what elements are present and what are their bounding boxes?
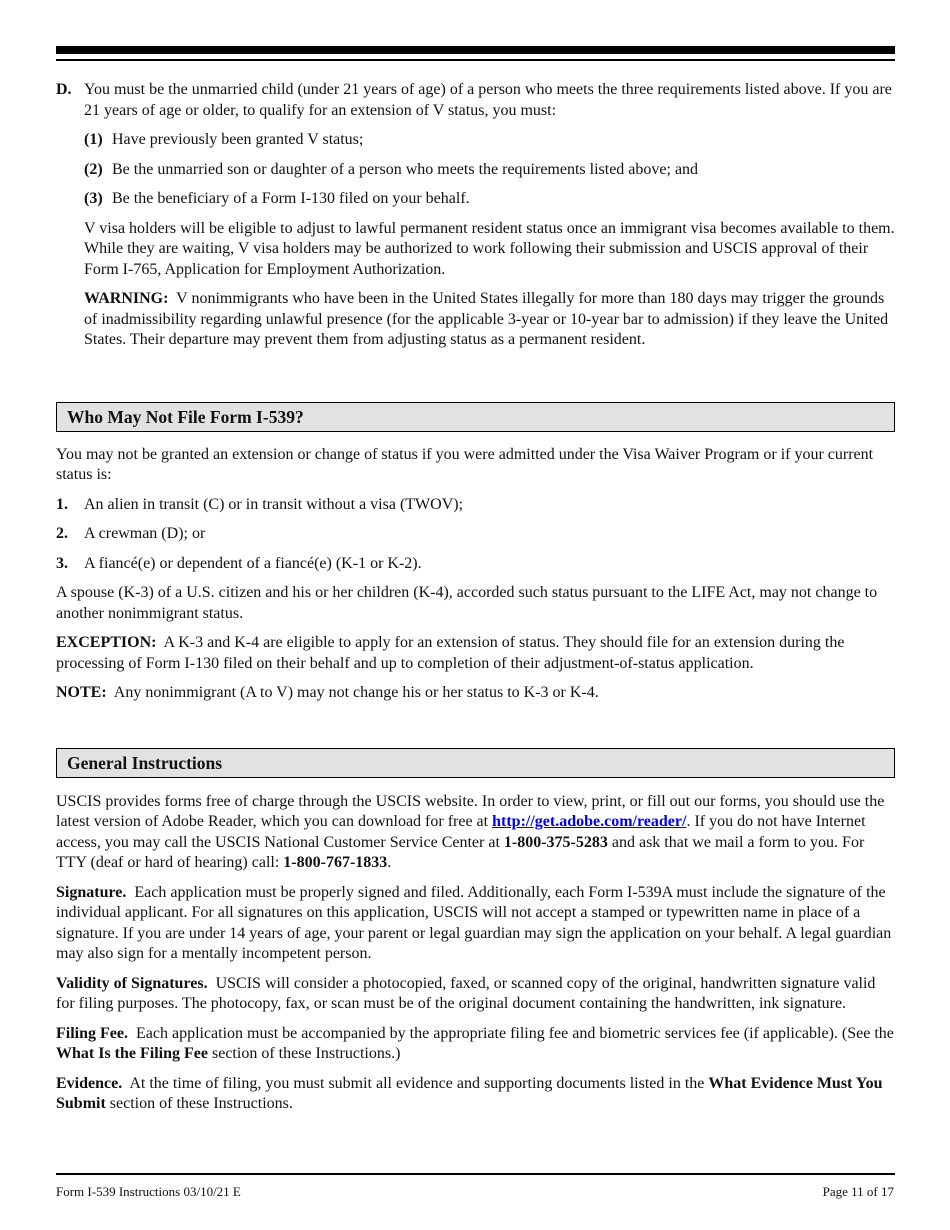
exception-paragraph (56, 633, 896, 674)
filing-fee-text: Each application must be accompanied by the appropriate filing fee and biometric services fee (if applicable). (See the (135, 1024, 894, 1042)
sub-list-text: Be the unmarried son or daughter of a person who meets the requirements listed above; and (112, 160, 699, 178)
spouse-paragraph: A spouse (K-3) of a U.S. citizen and his or her children (K-4), accorded such status pursuant to the LIFE Act, may not change to another nonimmigrant status. (56, 584, 878, 622)
list-marker: 1. (56, 495, 68, 513)
signature-text: Each application must be properly signed and filed. Additionally, each Form I-539A must include the signature of the individual applicant. For all signatures on this application, USCIS will not accept a stamped or typewritten name in place of a signature. If you are under 14 years of age, your parent or legal guardian may sign the application on your behalf. A legal guardian may also sign for a mentally incompetent person. (56, 883, 892, 962)
note-label: NOTE: (56, 684, 107, 701)
page-content (56, 80, 896, 1124)
note-paragraph (56, 683, 896, 704)
list-item-text: You must be the unmarried child (under 21 years of age) of a person who meets the three requirements listed above. If you are 21 years of age or older, to qualify for an extension of V status, you must: (84, 81, 892, 119)
general-intro-text: USCIS provides forms free of charge through the USCIS website. In order to view, print, or fill out our forms, you should use the latest version of Adobe Reader, which you can download for free at (56, 792, 885, 830)
footer-page-number: Page 11 of 17 (822, 1184, 894, 1199)
sub-list-text: Have previously been granted V status; (112, 131, 364, 148)
adobe-reader-link[interactable]: http://get.adobe.com/reader/ (492, 813, 687, 830)
warning-label: WARNING: (84, 290, 169, 307)
footer-form-id: Form I-539 Instructions 03/10/21 E (56, 1184, 241, 1199)
list-marker: 3. (56, 554, 68, 572)
list-item-text: A fiancé(e) or dependent of a fiancé(e) (K-1 or K-2). (84, 554, 422, 572)
who-may-not-intro: You may not be granted an extension or change of status if you were admitted under the Visa Waiver Program or if your current status is: (56, 445, 874, 483)
ncsc-phone: 1-800-375-5283 (503, 833, 608, 851)
general-intro-paragraph (56, 792, 896, 874)
list-marker: D. (56, 81, 72, 98)
evidence-bold: What Evidence Must You Submit (56, 1074, 883, 1112)
header-rule-thin (56, 59, 895, 61)
warning-text: V nonimmigrants who have been in the United States illegally for more than 180 days may trigger the grounds of inadmissibility regarding unlawful presence (for the applicable 3-year or 10-year bar to admission) if they leave the United States. Their departure may prevent them from adjusting status as a permanent resident. (84, 290, 889, 348)
general-intro-text: and ask that we mail a form to you. For TTY (deaf or hard of hearing) call: (56, 833, 865, 871)
exception-text: A K-3 and K-4 are eligible to apply for an extension of status. They should file for an extension during the processing of Form I-130 filed on their behalf and up to completion of their adjustment-of-status application. (56, 634, 845, 672)
header-rule-thick (56, 46, 895, 54)
filing-fee-paragraph (56, 1024, 896, 1065)
v-visa-paragraph: V visa holders will be eligible to adjust to lawful permanent resident status once an immigrant visa becomes available to them. While they are waiting, V visa holders may be authorized to work following their submission and USCIS approval of their Form I-765, Application for Employment Authorization. (84, 219, 895, 278)
tty-phone: 1-800-767-1833 (283, 854, 388, 871)
footer-rule (56, 1173, 895, 1175)
signature-label: Signature. (56, 883, 127, 901)
evidence-paragraph (56, 1074, 896, 1115)
validity-text: USCIS will consider a photocopied, faxed, or scanned copy of the original, handwritten signature valid for filing purposes. The photocopy, fax, or scan must be of the original document containing the handwritten, ink signature. (56, 974, 876, 1012)
list-item (56, 524, 896, 545)
list-item-d (56, 80, 896, 121)
list-item-text: A crewman (D); or (84, 525, 206, 542)
validity-label: Validity of Signatures. (56, 974, 208, 992)
filing-fee-bold: What Is the Filing Fee (56, 1045, 208, 1062)
exception-label: EXCEPTION: (56, 634, 157, 651)
general-intro-text: . (387, 854, 392, 871)
sub-list-text: Be the beneficiary of a Form I-130 filed on your behalf. (112, 190, 470, 207)
warning-paragraph (56, 289, 896, 351)
evidence-label: Evidence. (56, 1074, 123, 1092)
note-text: Any nonimmigrant (A to V) may not change his or her status to K-3 or K-4. (113, 684, 599, 701)
general-intro-text: . If you do not have Internet access, you may call the USCIS National Customer Service Center at (56, 813, 866, 851)
list-item (56, 495, 896, 516)
filing-fee-label: Filing Fee. (56, 1024, 128, 1042)
signature-paragraph (56, 883, 896, 965)
section-header-who-may-not-file: Who May Not File Form I-539? (56, 402, 895, 432)
sub-list-marker: (3) (84, 190, 103, 207)
section-header-general-instructions: General Instructions (56, 748, 895, 778)
filing-fee-text: section of these Instructions.) (208, 1045, 401, 1062)
sub-list-marker: (1) (84, 131, 103, 148)
validity-paragraph (56, 974, 896, 1015)
list-item (56, 554, 896, 575)
evidence-text: section of these Instructions. (105, 1095, 293, 1112)
sub-list-item (56, 160, 896, 181)
list-item-text: An alien in transit (C) or in transit without a visa (TWOV); (84, 495, 464, 513)
sub-list-marker: (2) (84, 160, 103, 178)
list-marker: 2. (56, 525, 68, 542)
evidence-text: At the time of filing, you must submit all evidence and supporting documents listed in the (129, 1074, 709, 1092)
sub-list-item (56, 189, 896, 210)
sub-list-item (56, 130, 896, 151)
